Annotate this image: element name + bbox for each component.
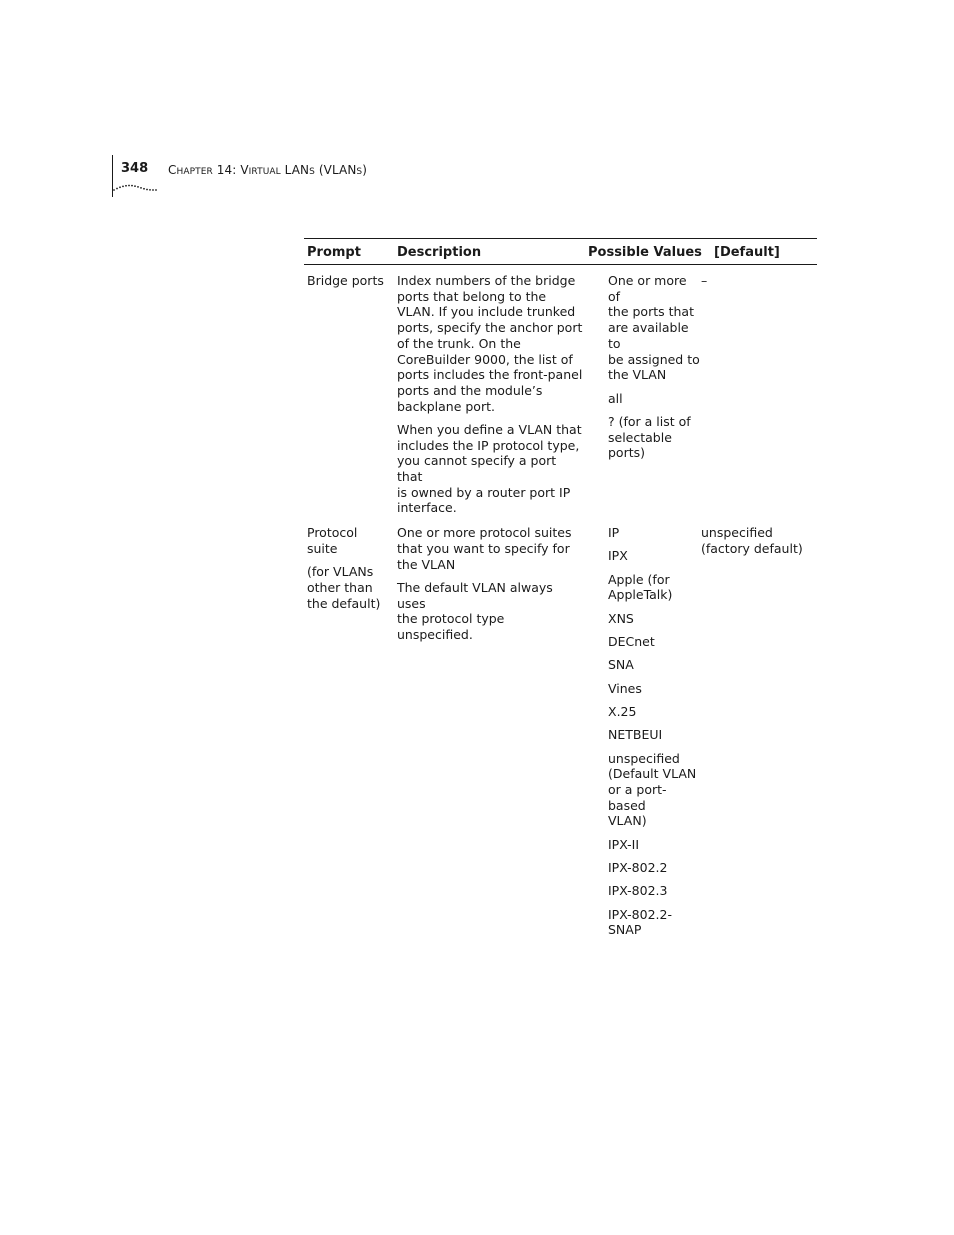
value-item: SNA bbox=[608, 657, 634, 673]
value-item: IPX-802.2 bbox=[608, 859, 668, 875]
chapter-title: CHAPTER 14: VIRTUAL LANS (VLANS) bbox=[168, 163, 368, 177]
prompt-cell bbox=[304, 525, 394, 611]
value-item: DECnet bbox=[608, 634, 655, 650]
value-item: all bbox=[608, 390, 623, 406]
description-text: The default VLAN always uses the protocol type unspecified. bbox=[397, 579, 553, 642]
default-cell bbox=[701, 525, 817, 556]
value-item: One or more of the ports that are available to be assigned to the VLAN bbox=[608, 273, 700, 383]
values-cell bbox=[584, 273, 701, 461]
value-item: IPX-802.3 bbox=[608, 883, 668, 899]
description-cell bbox=[394, 273, 584, 516]
value-item: XNS bbox=[608, 610, 634, 626]
description-text: One or more protocol suites that you want to specify for the VLAN bbox=[397, 525, 572, 572]
description-text: When you define a VLAN that includes the IP protocol type, you cannot specify a port that is owned by a router port IP interface. bbox=[397, 421, 582, 516]
column-header-description: Description bbox=[397, 245, 482, 260]
column-header-prompt: Prompt bbox=[307, 245, 361, 260]
parameter-table bbox=[304, 238, 817, 938]
value-item: IPX-802.2-SNAP bbox=[608, 906, 672, 938]
prompt-cell bbox=[304, 273, 394, 289]
value-item: NETBEUI bbox=[608, 727, 663, 743]
prompt-text: Protocol suite bbox=[307, 525, 358, 556]
value-item: X.25 bbox=[608, 703, 637, 719]
values-cell bbox=[584, 525, 701, 938]
table-header-row bbox=[304, 239, 817, 264]
page-number: 348 bbox=[121, 161, 149, 176]
value-item: ? (for a list of selectable ports) bbox=[608, 413, 691, 461]
value-item: Apple (for AppleTalk) bbox=[608, 571, 673, 603]
prompt-note: (for VLANs other than the default) bbox=[307, 564, 381, 611]
description-cell bbox=[394, 525, 584, 643]
column-header-possible-values: Possible Values bbox=[588, 245, 702, 260]
header-dot-rule bbox=[113, 183, 157, 193]
value-item: IPX-II bbox=[608, 836, 640, 852]
default-value: unspecified (factory default) bbox=[701, 525, 803, 556]
value-item: IP bbox=[608, 525, 620, 541]
page-header bbox=[112, 155, 512, 199]
value-item: Vines bbox=[608, 680, 642, 696]
default-value: – bbox=[701, 273, 708, 288]
column-header-default: [Default] bbox=[714, 245, 780, 260]
value-item: IPX bbox=[608, 548, 628, 564]
default-cell bbox=[701, 273, 817, 289]
table-row bbox=[304, 516, 817, 938]
description-text: Index numbers of the bridge ports that belong to the VLAN. If you include trunked ports, specify the anchor port of the trunk. On the CoreBuilder 9000, the list of ports includes the front-panel ports and the module’s backplane port. bbox=[397, 273, 583, 414]
table-row bbox=[304, 265, 817, 516]
value-item: unspecified (Default VLAN or a port-based VLAN) bbox=[608, 750, 697, 829]
prompt-text: Bridge ports bbox=[307, 273, 384, 288]
